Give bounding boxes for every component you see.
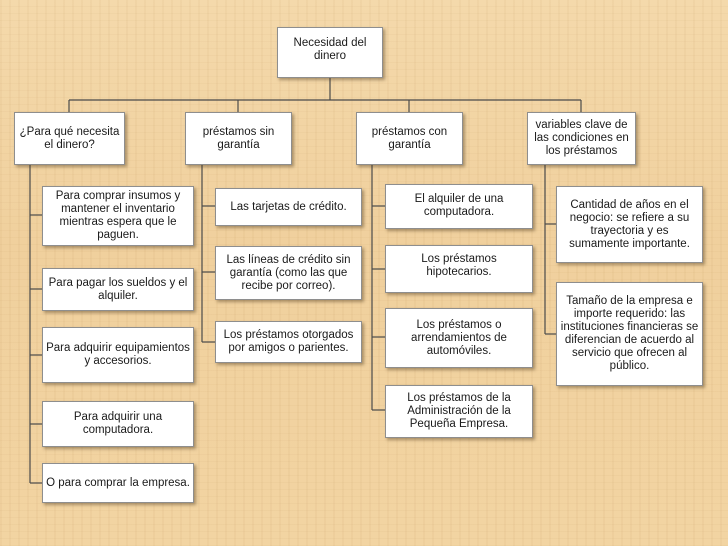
category-secured-loans: [356, 112, 463, 165]
unsecured-item-credit-lines: [215, 246, 362, 300]
secured-item-mortgage: [385, 245, 533, 293]
secured-item-auto-loans: [385, 308, 533, 368]
item-label: Tamaño de la empresa e importe requerido: las instituciones financieras se diferencian de acuerdo al servicio que ofrecen al público.: [560, 295, 699, 372]
item-label: Para adquirir una computadora.: [73, 411, 163, 436]
item-label: Para comprar insumos y mantener el inventario mientras espera que le paguen.: [55, 190, 181, 241]
item-label: Los préstamos otorgados por amigos o parientes.: [223, 329, 354, 354]
item-label: El alquiler de una computadora.: [414, 193, 504, 218]
item-label: Los préstamos o arrendamientos de automóviles.: [411, 318, 507, 357]
secured-item-sba-loans: [385, 385, 533, 438]
purpose-item-buy-company: [42, 463, 194, 503]
unsecured-item-friends-family: [215, 321, 362, 363]
item-label: O para comprar la empresa.: [46, 476, 190, 489]
secured-item-computer-lease: [385, 184, 533, 229]
item-label: Los préstamos hipotecarios.: [421, 253, 497, 278]
item-label: Para pagar los sueldos y el alquiler.: [48, 276, 188, 302]
purpose-item-equipment: [42, 327, 194, 383]
category-purpose: [14, 112, 125, 165]
category-label: préstamos con garantía: [371, 125, 448, 151]
category-key-variables: [527, 112, 636, 165]
item-label: Para adquirir equipamientos y accesorios.: [46, 342, 190, 367]
category-label: ¿Para qué necesita el dinero?: [19, 125, 120, 151]
item-label: Las tarjetas de crédito.: [230, 200, 347, 213]
variable-item-company-size: [556, 282, 703, 386]
unsecured-item-credit-cards: [215, 188, 362, 226]
variable-item-years-in-business: [556, 186, 703, 263]
item-label: Cantidad de años en el negocio: se refiere a su trayectoria y es sumamente importante.: [569, 198, 690, 250]
category-label: préstamos sin garantía: [202, 125, 275, 151]
purpose-item-computer: [42, 401, 194, 447]
item-label: Los préstamos de la Administración de la Pequeña Empresa.: [407, 392, 511, 430]
root-node: [277, 27, 383, 78]
category-label: variables clave de las condiciones en los préstamos: [534, 119, 629, 157]
category-unsecured-loans: [185, 112, 292, 165]
purpose-item-inventory: [42, 186, 194, 246]
purpose-item-wages-rent: [42, 268, 194, 311]
root-label: Necesidad del dinero: [293, 37, 367, 62]
item-label: Las líneas de crédito sin garantía (como las que recibe por correo).: [226, 253, 351, 292]
